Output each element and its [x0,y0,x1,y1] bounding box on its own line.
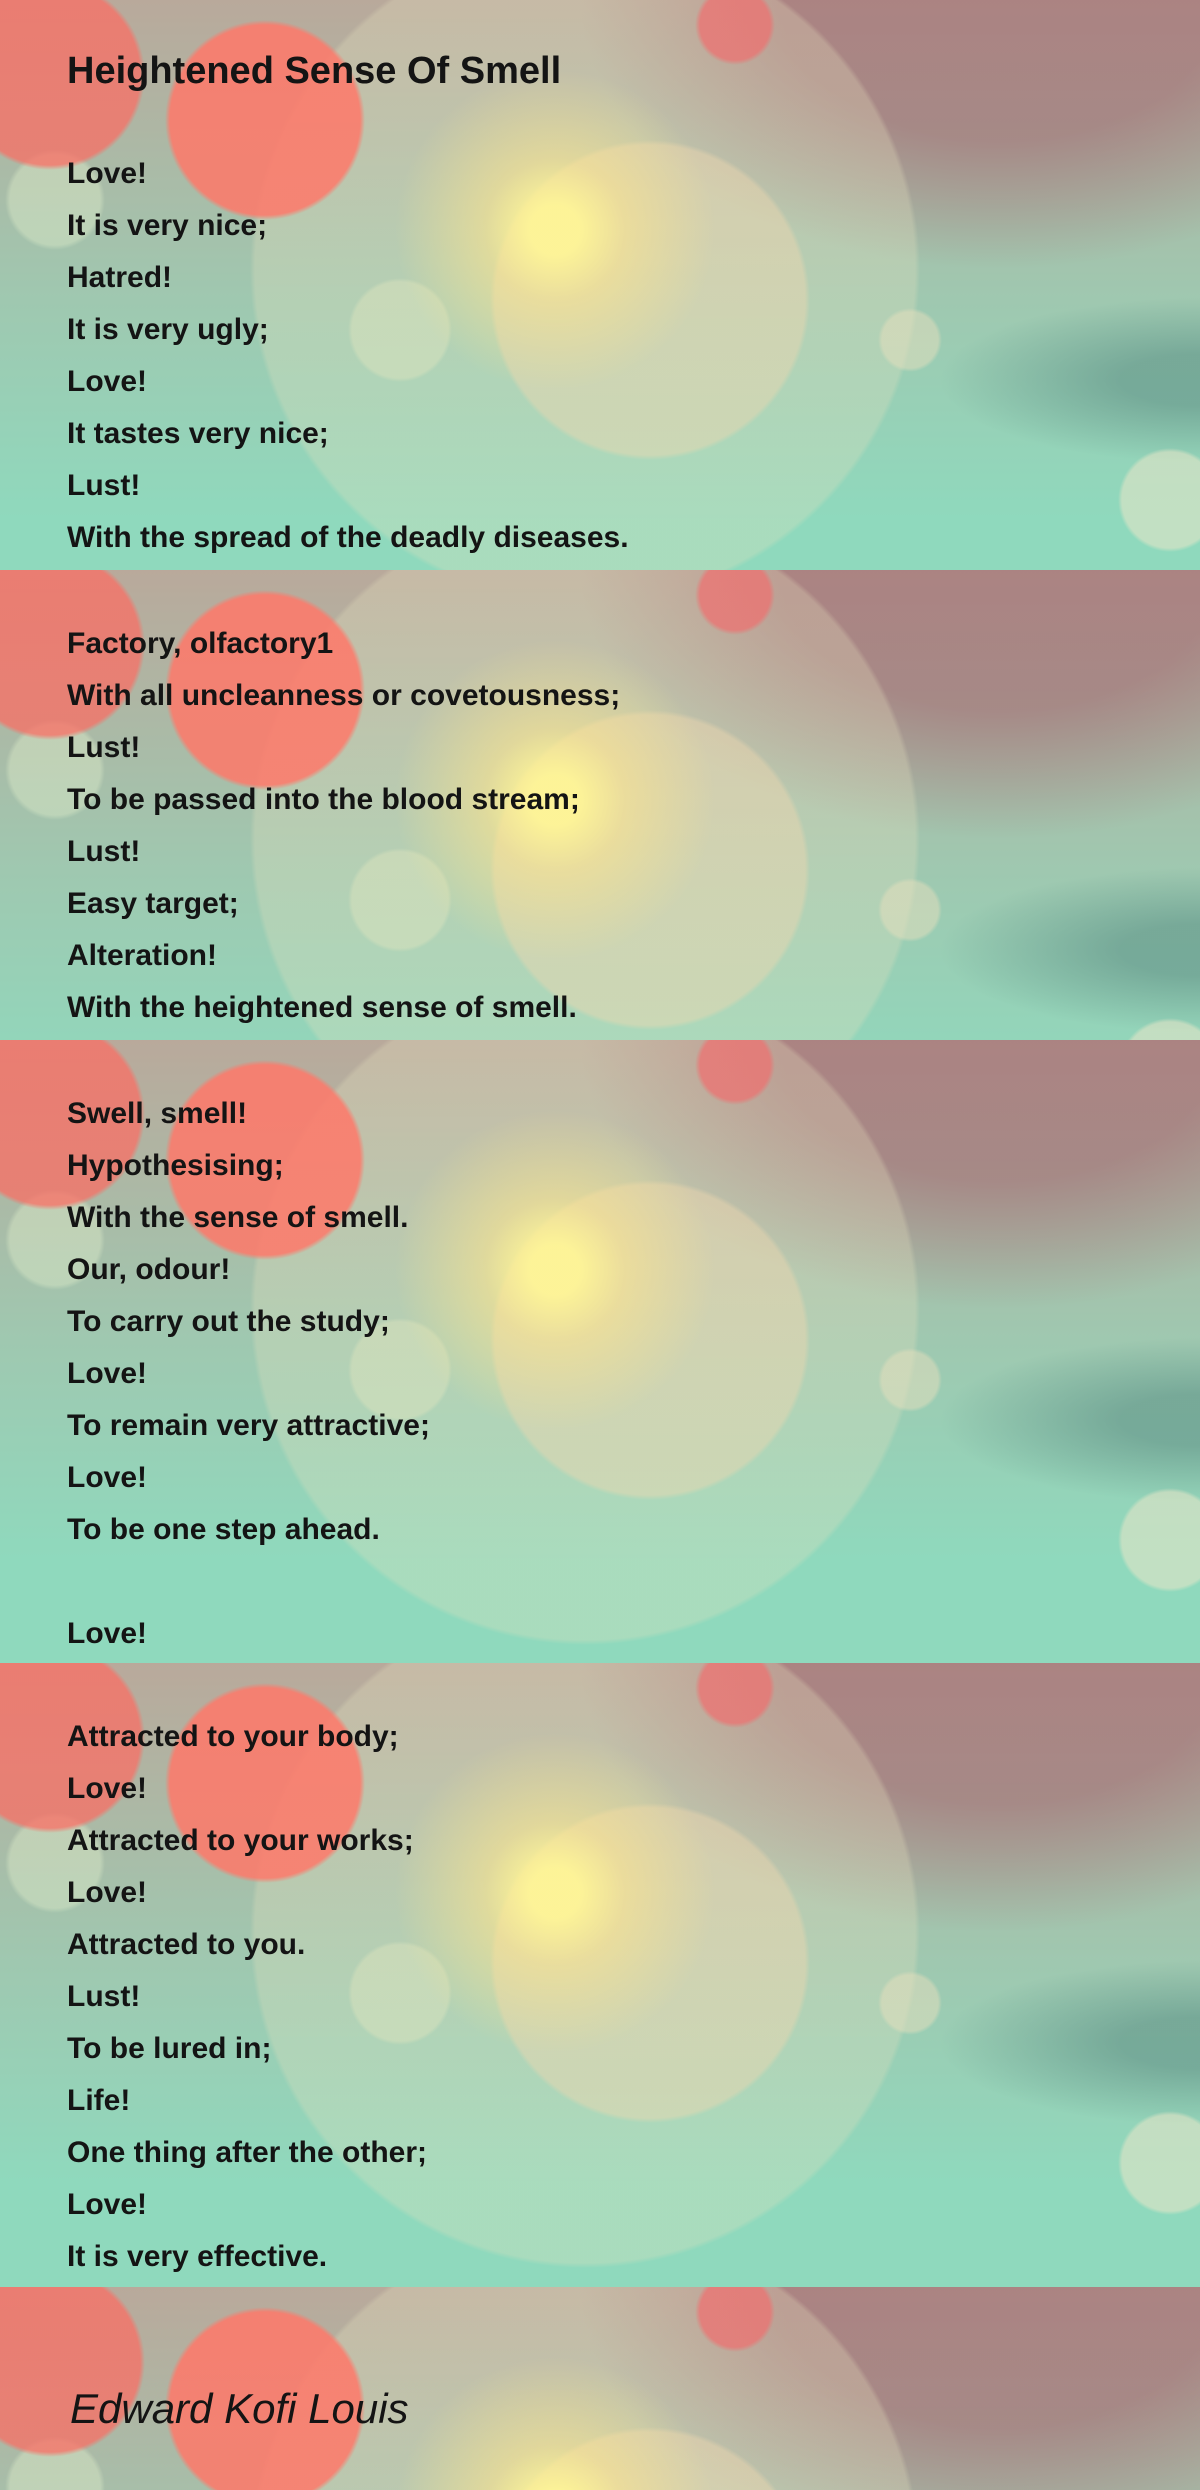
poem-line: Lust! [67,835,141,868]
stanza-4 [67,1711,427,2283]
poem-line: Easy target; [67,887,239,920]
poem-line: With the sense of smell. [67,1201,409,1234]
author-panel [0,2287,1200,2490]
poem-line: Love! [67,1357,148,1390]
poem-line: Hatred! [67,261,173,294]
poem-title: Heightened Sense Of Smell [67,50,562,92]
poem-line: Our, odour! [67,1253,231,1286]
poem-line: It is very nice; [67,209,268,242]
poem-line: Love! [67,1617,148,1650]
poem-line: To be lured in; [67,2032,272,2065]
stanza-3 [67,1088,430,1660]
poem-line: Swell, smell! [67,1097,248,1130]
poem-panel-3 [0,1040,1200,1663]
stanza-1 [67,148,629,564]
poem-line: Attracted to you. [67,1928,306,1961]
poem-line: It is very effective. [67,2240,328,2273]
poem-line: To be passed into the blood stream; [67,783,580,816]
stanza-2 [67,618,620,1034]
poem-line: Attracted to your body; [67,1720,399,1753]
poem-line: It tastes very nice; [67,417,329,450]
poem-line: Lust! [67,1980,141,2013]
poem-line: Hypothesising; [67,1149,284,1182]
poem-author: Edward Kofi Louis [70,2385,409,2432]
poem-line: Alteration! [67,939,217,972]
poem-line: Lust! [67,469,141,502]
poem-line: Love! [67,157,148,190]
poem-line: With the spread of the deadly diseases. [67,521,629,554]
poem-line: One thing after the other; [67,2136,427,2169]
poem-line: With all uncleanness or covetousness; [67,679,621,712]
poem-line: Love! [67,365,148,398]
poem-panel-2 [0,570,1200,1040]
poem-line: Love! [67,2188,148,2221]
poem-line: To remain very attractive; [67,1409,430,1442]
poem-line: Lust! [67,731,141,764]
poem-line: It is very ugly; [67,313,269,346]
poem-line: With the heightened sense of smell. [67,991,577,1024]
poem-line: To be one step ahead. [67,1513,380,1546]
poem-panel-1 [0,0,1200,570]
poem-panel-4 [0,1663,1200,2287]
poem-line: Love! [67,1876,148,1909]
poem-line: Love! [67,1772,148,1805]
poem-line: Factory, olfactory1 [67,627,334,660]
poem-blank-line [67,1556,430,1608]
poem-line: To carry out the study; [67,1305,390,1338]
poem-line: Love! [67,1461,148,1494]
poem-line: Attracted to your works; [67,1824,414,1857]
poem-line: Life! [67,2084,131,2117]
